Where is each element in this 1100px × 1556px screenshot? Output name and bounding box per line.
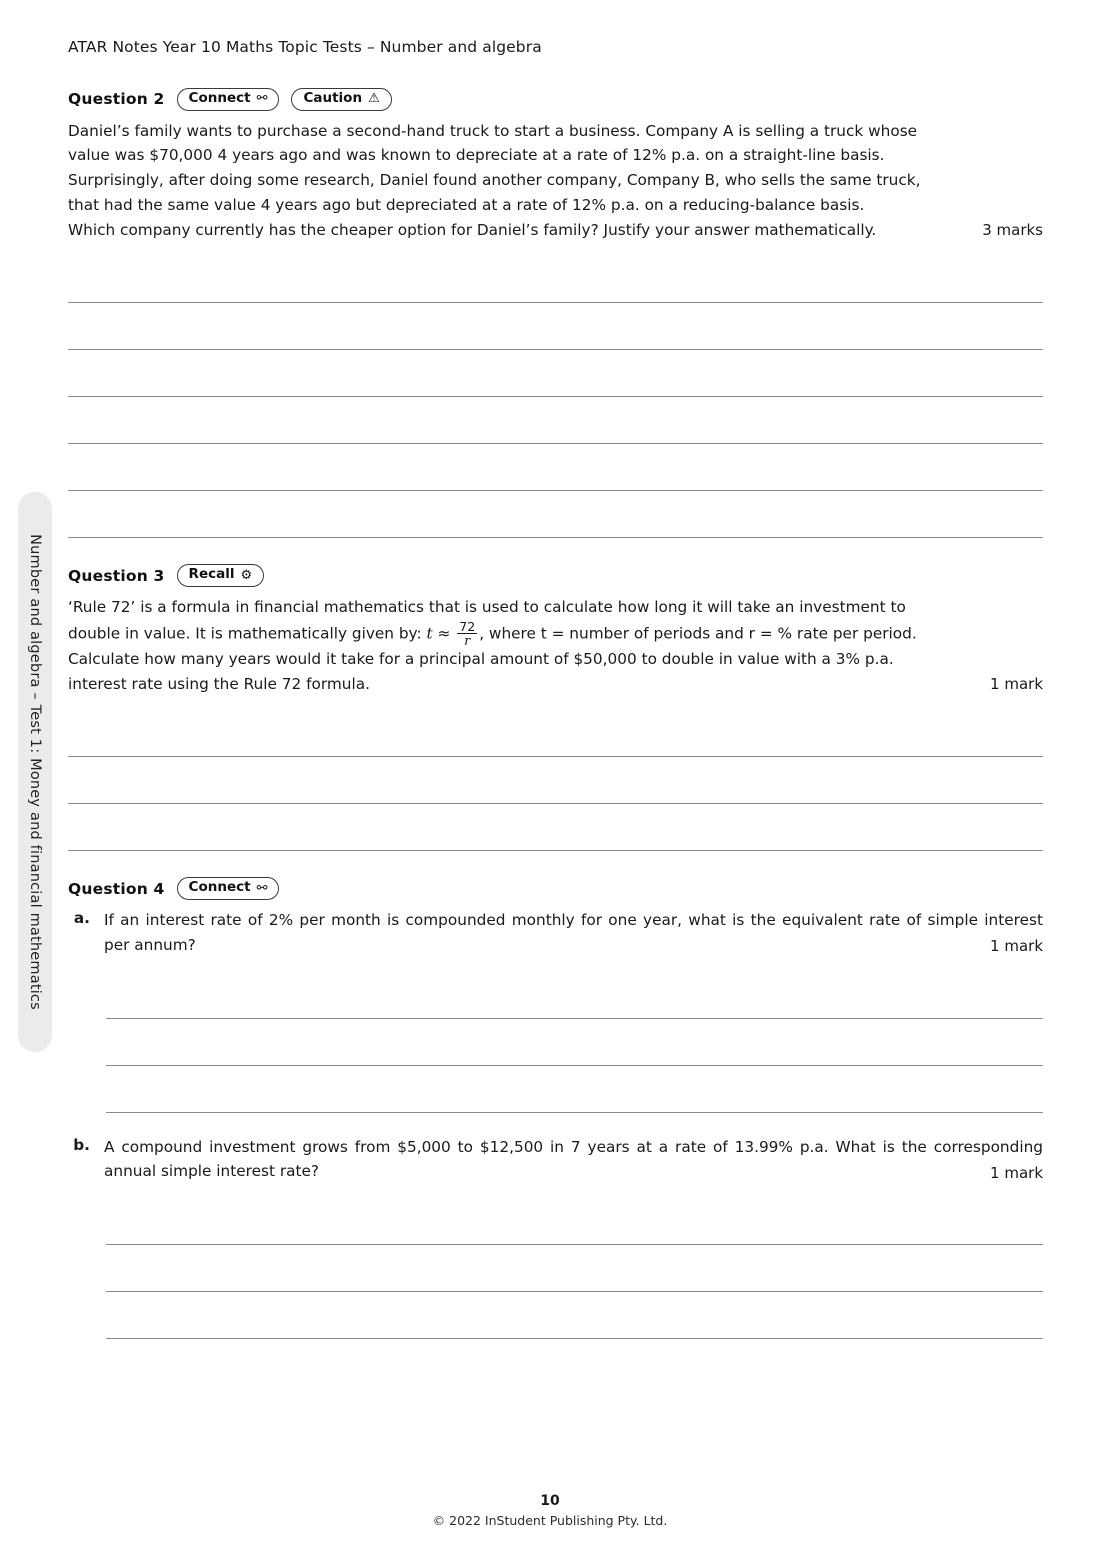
question-4-part-b <box>68 1135 1043 1185</box>
formula-fraction <box>457 620 477 647</box>
section-side-tab <box>18 492 52 1052</box>
formula-approx: ≈ <box>437 623 451 642</box>
question-block-4 <box>68 877 1043 1339</box>
connect-icon: ⚯ <box>256 91 268 107</box>
question-4-heading <box>68 877 1043 900</box>
recall-icon: ⚙ <box>240 567 253 583</box>
question-block-2 <box>68 88 1043 538</box>
page-number: 10 <box>540 1493 560 1509</box>
answer-line[interactable] <box>106 1198 1043 1245</box>
question-3-line-3: interest rate using the Rule 72 formula. <box>68 674 370 693</box>
question-4-number: Question 4 <box>68 879 165 898</box>
page-content <box>68 88 1043 1339</box>
answer-line[interactable] <box>106 972 1043 1019</box>
formula-suffix: , where t = number of periods and r = % rate per period. <box>479 623 917 642</box>
answer-line[interactable] <box>106 1292 1043 1339</box>
question-4-part-b-text <box>104 1135 1043 1185</box>
answer-line[interactable] <box>68 397 1043 444</box>
question-2-line-5: Which company currently has the cheaper option for Daniel’s family? Justify your answer mathematically. <box>68 220 877 239</box>
question-2-number: Question 2 <box>68 90 165 109</box>
question-3-text <box>68 595 1043 697</box>
formula-fraction-denominator: r <box>464 632 471 648</box>
question-3-answer-area[interactable] <box>68 710 1043 851</box>
answer-line[interactable] <box>68 256 1043 303</box>
question-2-line-1: Daniel’s family wants to purchase a second-hand truck to start a business. Company A is selling a truck whose <box>68 121 918 140</box>
answer-line[interactable] <box>68 303 1043 350</box>
tag-recall-label: Recall <box>188 566 235 583</box>
formula-fraction-numerator: 72 <box>459 618 476 634</box>
question-3-line-2: Calculate how many years would it take for a principal amount of $50,000 to double in value with a 3% p.a. <box>68 649 894 668</box>
question-3-number: Question 3 <box>68 566 165 585</box>
page-footer <box>0 1493 1100 1528</box>
page-header: ATAR Notes Year 10 Maths Topic Tests – Number and algebra <box>68 38 542 56</box>
section-side-tab-label: Number and algebra – Test 1: Money and financial mathematics <box>27 534 43 1010</box>
question-4-part-b-marks: 1 mark <box>990 1163 1043 1182</box>
question-3-heading <box>68 564 1043 587</box>
tag-connect[interactable] <box>177 877 280 900</box>
answer-line[interactable] <box>68 491 1043 538</box>
question-2-line-5-row <box>68 218 1043 243</box>
tag-connect[interactable] <box>177 88 280 111</box>
question-2-marks: 3 marks <box>982 220 1043 239</box>
caution-icon: ⚠ <box>368 91 380 107</box>
answer-line[interactable] <box>68 757 1043 804</box>
question-3-formula-line <box>68 620 1043 647</box>
tag-recall[interactable] <box>177 564 265 587</box>
tag-connect-label: Connect <box>188 879 251 896</box>
question-2-answer-area[interactable] <box>68 256 1043 538</box>
tag-caution-label: Caution <box>303 90 363 106</box>
formula-variable-t: t <box>426 623 433 642</box>
question-block-3 <box>68 564 1043 851</box>
question-4-part-a <box>68 908 1043 958</box>
question-2-line-4: that had the same value 4 years ago but depreciated at a rate of 12% p.a. on a reducing-balance basis. <box>68 195 865 214</box>
formula-prefix: double in value. It is mathematically given by: <box>68 623 427 642</box>
question-2-heading <box>68 88 1043 111</box>
answer-line[interactable] <box>68 444 1043 491</box>
answer-line[interactable] <box>68 710 1043 757</box>
question-3-line-3-row <box>68 672 1043 697</box>
question-4-part-a-label: a. <box>73 908 90 927</box>
question-4-part-a-body: If an interest rate of 2% per month is compounded monthly for one year, what is the equivalent rate of simple interest per annum? <box>104 910 1043 954</box>
question-2-line-3: Surprisingly, after doing some research, Daniel found another company, Company B, who sells the same truck, <box>68 171 921 190</box>
question-3-line-1: ‘Rule 72’ is a formula in financial mathematics that is used to calculate how long it will take an investment to <box>68 597 906 616</box>
tag-caution[interactable] <box>291 88 391 111</box>
question-4-part-b-label: b. <box>73 1135 90 1154</box>
answer-line[interactable] <box>106 1245 1043 1292</box>
question-4-part-a-answer-area[interactable] <box>106 972 1043 1113</box>
connect-icon: ⚯ <box>256 880 268 896</box>
question-4-part-b-body: A compound investment grows from $5,000 to $12,500 in 7 years at a rate of 13.99% p.a. What is the corresponding annual simple interest rate? <box>104 1137 1043 1181</box>
question-4-part-b-answer-area[interactable] <box>106 1198 1043 1339</box>
question-2-text <box>68 119 1043 243</box>
answer-line[interactable] <box>68 350 1043 397</box>
tag-connect-label: Connect <box>188 90 251 106</box>
question-4-part-a-text <box>104 908 1043 958</box>
question-2-line-2: value was $70,000 4 years ago and was known to depreciate at a rate of 12% p.a. on a straight-line basis. <box>68 146 885 165</box>
question-3-marks: 1 mark <box>990 674 1043 693</box>
answer-line[interactable] <box>106 1019 1043 1066</box>
copyright-notice: © 2022 InStudent Publishing Pty. Ltd. <box>432 1513 668 1528</box>
question-4-part-a-marks: 1 mark <box>990 936 1043 955</box>
answer-line[interactable] <box>68 804 1043 851</box>
answer-line[interactable] <box>106 1066 1043 1113</box>
